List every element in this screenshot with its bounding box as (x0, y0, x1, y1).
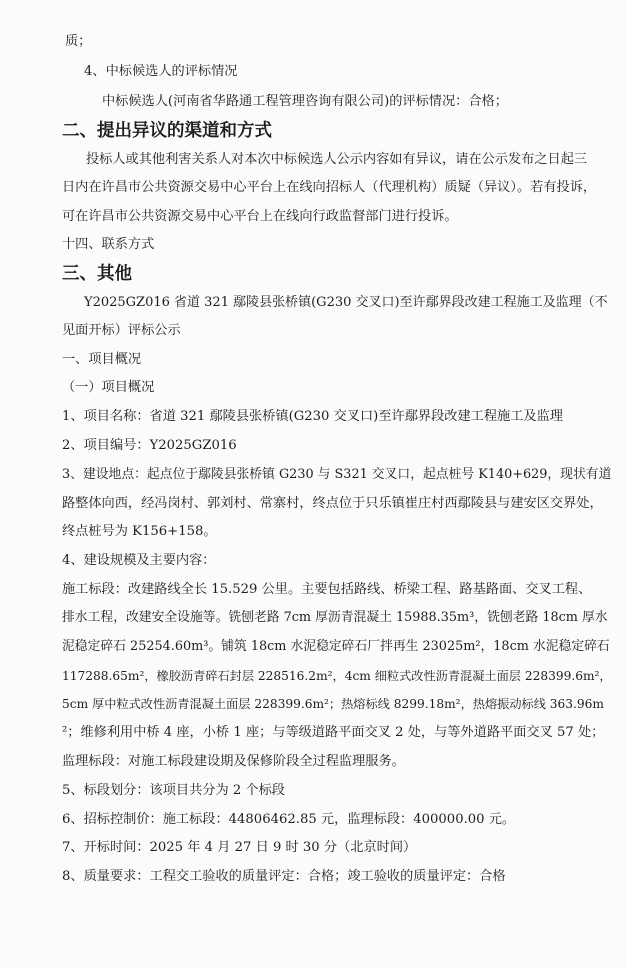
subheading-project-overview-1: （一）项目概况 (62, 380, 155, 395)
text-line: 5cm 厚中粒式改性沥青混凝土面层 228399.6m²；热熔标线 8299.18m²，热熔振动标线 363.96m (62, 697, 604, 711)
section-heading-objection: 二、提出异议的渠道和方式 (62, 121, 272, 141)
text-line: 监理标段：对施工标段建设期及保修阶段全过程监理服务。 (62, 754, 405, 769)
text-line: 排水工程，改建安全设施等。铣刨老路 7cm 厚沥青混凝土 15988.35m³，铣刨老路 18cm 厚水 (62, 610, 608, 625)
item-opening-time: 7、开标时间：2025 年 4 月 27 日 9 时 30 分（北京时间） (62, 840, 417, 855)
text-line: 路整体向西，经冯岗村、郭刘村、常寨村，终点位于只乐镇崔庄村西鄢陵县与建安区交界处， (62, 496, 603, 511)
text-line: 可在许昌市公共资源交易中心平台上在线向行政监督部门进行投诉。 (62, 209, 458, 224)
text-line: 投标人或其他利害关系人对本次中标候选人公示内容如有异议，请在公示发布之日起三 (86, 152, 588, 167)
text-line: 中标候选人(河南省华路通工程管理咨询有限公司)的评标情况：合格； (102, 94, 508, 109)
section-heading-other: 三、其他 (62, 264, 132, 284)
text-line: 日内在许昌市公共资源交易中心平台上在线向招标人（代理机构）质疑（异议）。若有投诉， (62, 180, 597, 195)
text-line: ²；维修利用中桥 4 座，小桥 1 座；与等级道路平面交叉 2 处，与等外道路平面交叉 57 处； (62, 725, 605, 740)
item-scale: 4、建设规模及主要内容： (62, 553, 216, 568)
item-project-number: 2、项目编号：Y2025GZ016 (62, 438, 237, 453)
text-line: 质； (65, 34, 92, 49)
subheading-candidate-evaluation: 4、中标候选人的评标情况 (84, 64, 238, 79)
text-line: Y2025GZ016 省道 321 鄢陵县张桥镇(G230 交叉口)至许鄢界段改建工程施工及监理（不 (84, 295, 608, 310)
text-line: 117288.65m²，橡胶沥青碎石封层 228516.2m²，4cm 细粒式改性沥青混凝土面层 228399.6m²， (62, 669, 612, 683)
item-lots: 5、标段划分：该项目共分为 2 个标段 (62, 783, 285, 798)
text-line: 泥稳定碎石 25254.60m³。铺筑 18cm 水泥稳定碎石厂拌再生 23025m²，18cm 水泥稳定碎石 (62, 639, 610, 654)
text-line: 施工标段：改建路线全长 15.529 公里。主要包括路线、桥梁工程、路基路面、交叉工程、 (62, 582, 592, 597)
item-control-price: 6、招标控制价：施工标段：44806462.85 元，监理标段：400000.00 元。 (62, 812, 516, 827)
item-project-name: 1、项目名称：省道 321 鄢陵县张桥镇(G230 交叉口)至许鄢界段改建工程施工及监理 (62, 409, 563, 424)
subheading-project-overview: 一、项目概况 (62, 352, 142, 367)
text-line: 见面开标）评标公示 (62, 323, 181, 338)
item-quality: 8、质量要求：工程交工验收的质量评定：合格；竣工验收的质量评定：合格 (62, 869, 506, 884)
subheading-contact: 十四、联系方式 (62, 237, 155, 252)
text-line: 终点桩号为 K156+158。 (62, 524, 217, 539)
item-location: 3、建设地点：起点位于鄢陵县张桥镇 G230 与 S321 交叉口，起点桩号 K140+629，现状有道 (62, 467, 612, 482)
